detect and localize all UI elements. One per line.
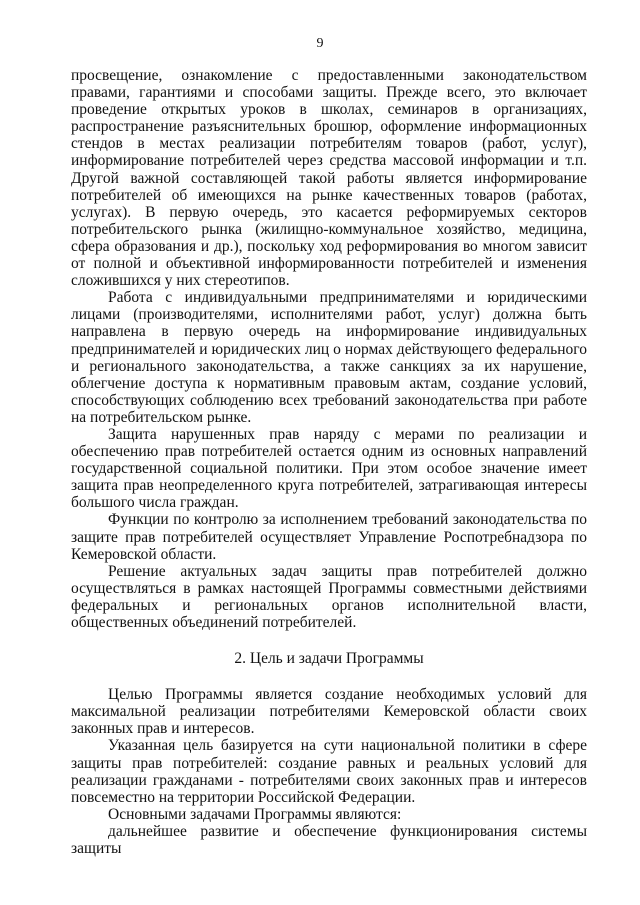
page-number: 9 — [316, 36, 324, 51]
section-heading: 2. Цель и задачи Программы — [234, 650, 424, 668]
document-body — [71, 67, 587, 857]
paragraph: Решение актуальных задач защиты прав потребителей должно осуществляться в рамках настоящей Программы совместными действиями федеральных и региональных органов исполнительной власти, общественных объединений потребителей. — [71, 562, 587, 631]
paragraph: Основными задачами Программы являются: — [108, 805, 402, 823]
paragraph: Защита нарушенных прав наряду с мерами по реализации и обеспечению прав потребителей остается одним из основных направлений государственной социальной политики. При этом особое значение имеет защита прав неопределенного круга потребителей, затрагивающая интересы большого числа граждан. — [71, 425, 587, 512]
paragraph: Целью Программы является создание необходимых условий для максимальной реализации потребителями Кемеровской области своих законных прав и интересов. — [71, 686, 587, 738]
paragraph: Работа с индивидуальными предпринимателями и юридическими лицами (производителями, исполнителями работ, услуг) должна быть направлена в первую очередь на информирование индивидуальных предпринимателей и юридических лиц о нормах действующего федерального и регионального законодательства, а также санкциях за их нарушение, облегчение доступа к нормативным правовым актам, создание условий, способствующих соблюдению всех требований законодательства при работе на потребительском рынке. — [71, 289, 587, 426]
paragraph-continuation: просвещение, ознакомление с предоставленными законодательством правами, гарантиями и способами защиты. Прежде всего, это включает проведение открытых уроков в школах, семинаров в организациях, распространение разъяснительных брошюр, оформление информационных стендов в местах реализации потребителям товаров (работ, услуг), информирование потребителей через средства массовой информации и т.п. Другой важной составляющей такой работы является информирование потребителей об имеющихся на рынке качественных товаров (работах, услугах). В первую очередь, это касается реформируемых секторов потребительского рынка (жилищно-коммунальное хозяйство, медицина, сфера образования и др.), поскольку ход реформирования во многом зависит от полной и объективной информированности потребителей и изменения сложившихся у них стереотипов. — [71, 67, 587, 290]
paragraph-truncated: дальнейшее развитие и обеспечение функционирования системы защиты — [71, 822, 587, 858]
paragraph: Функции по контролю за исполнением требований законодательства по защите прав потребителей осуществляет Управление Роспотребнадзора по Кемеровской области. — [71, 511, 587, 563]
paragraph: Указанная цель базируется на сути национальной политики в сфере защиты прав потребителей: создание равных и реальных условий для реализации гражданами - потребителями своих законных прав и интересов повсеместно на территории Российской Федерации. — [71, 737, 587, 806]
